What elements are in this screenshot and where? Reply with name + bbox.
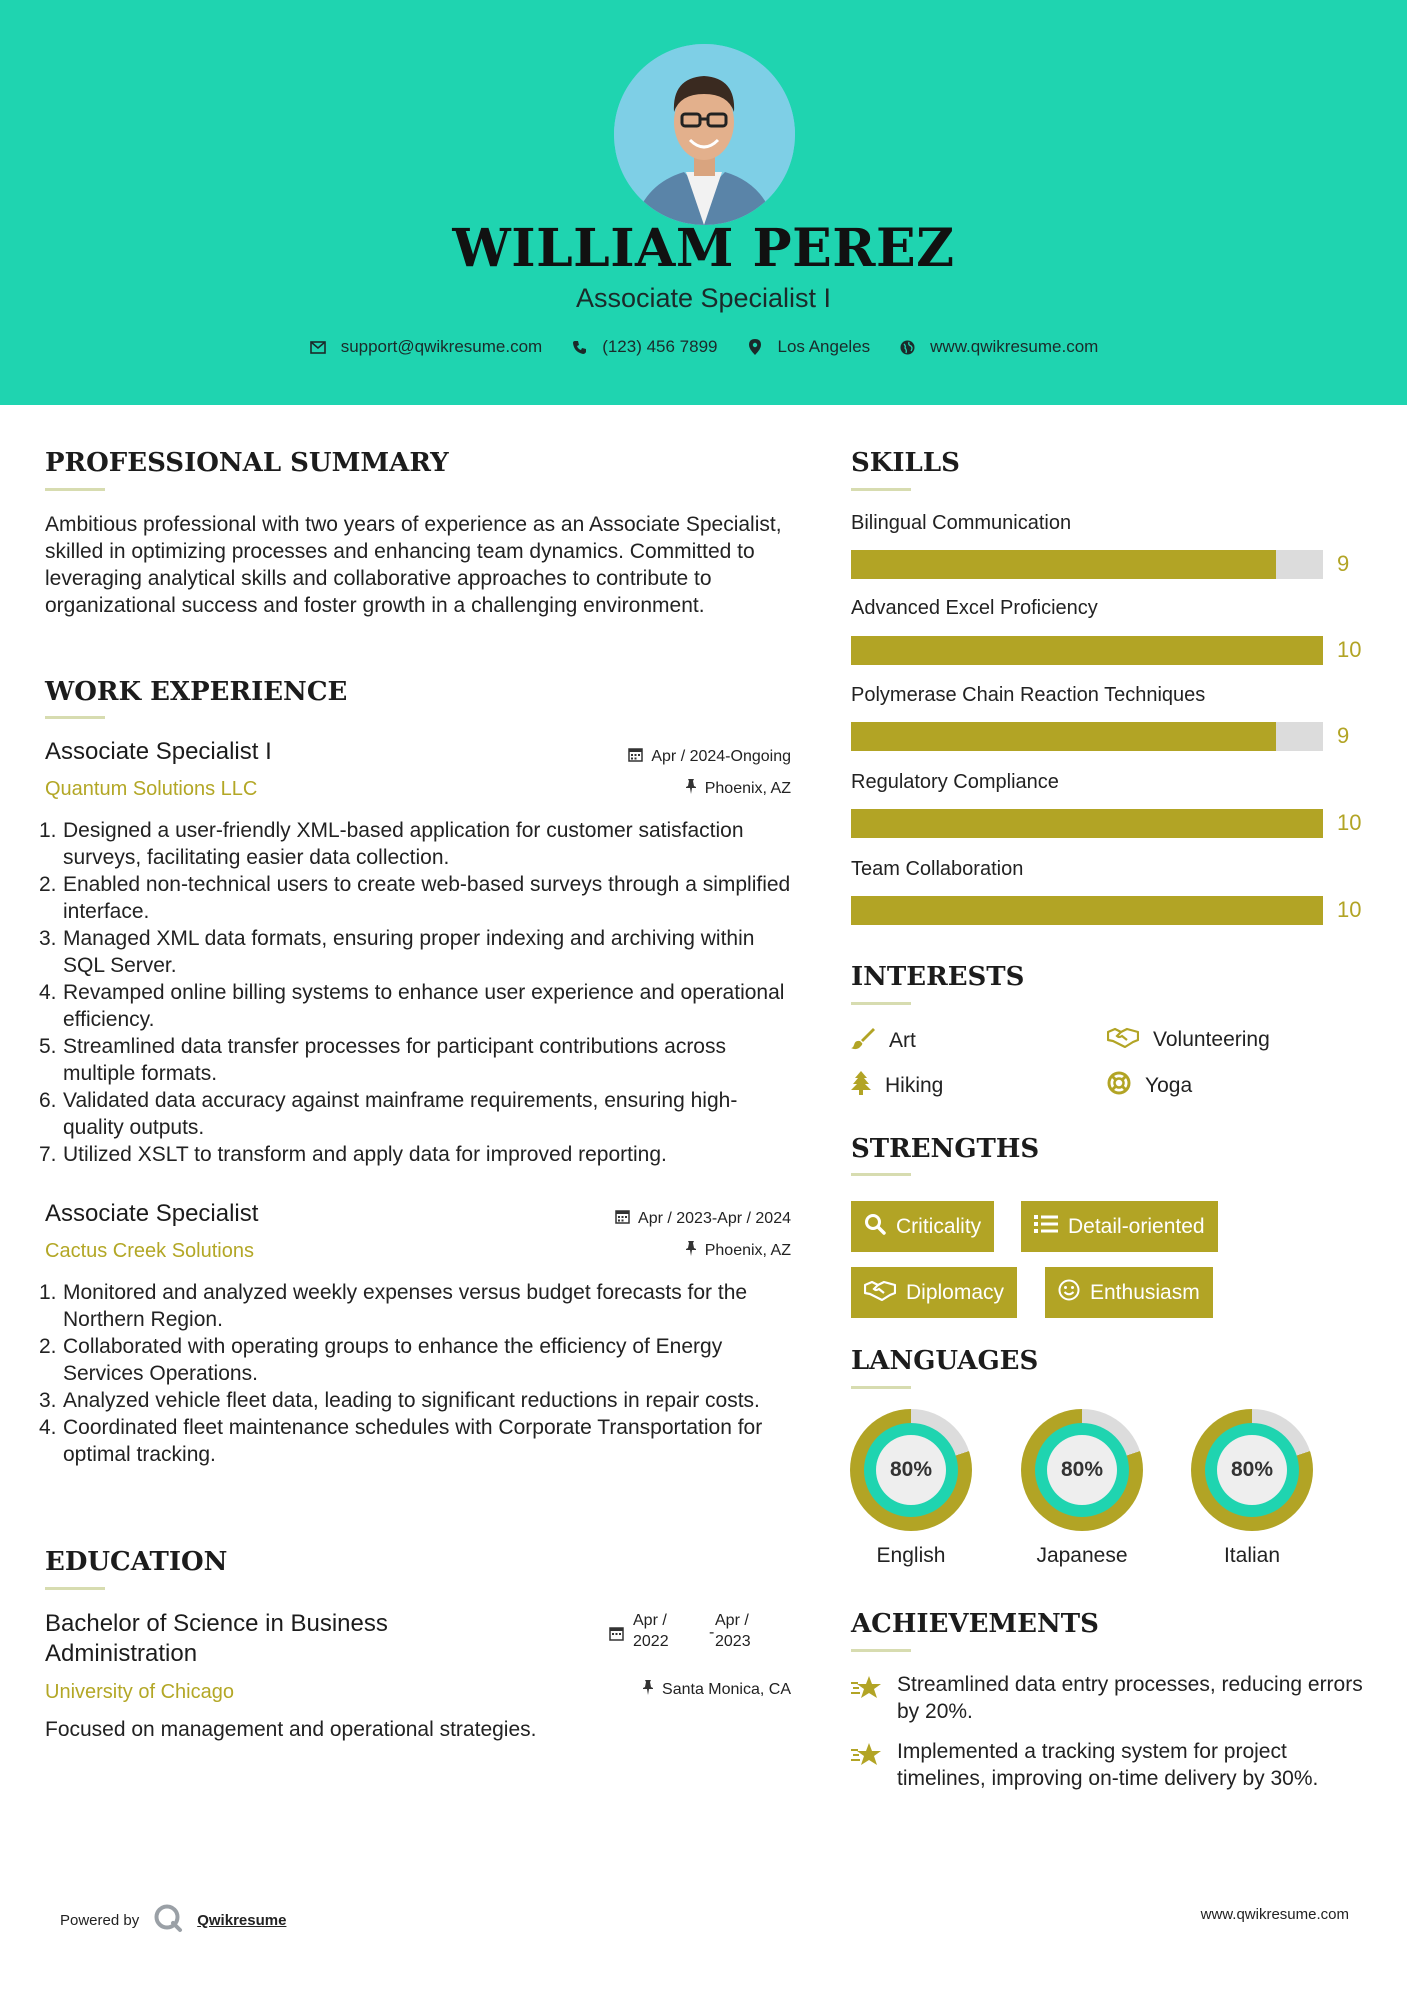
list-item: 3. Analyzed vehicle fleet data, leading to significant reductions in repair costs. <box>39 1389 760 1412</box>
job-dates-text: Apr / 2024-Ongoing <box>651 748 791 765</box>
skill-bar <box>851 809 1323 838</box>
achievements-rule <box>851 1649 911 1652</box>
list-item: 1. Monitored and analyzed weekly expenses versus budget forecasts for the Northern Region. <box>39 1281 748 1331</box>
languages-heading: LANGUAGES <box>851 1346 1039 1376</box>
degree-line-2: Administration <box>45 1640 198 1667</box>
education-heading: EDUCATION <box>45 1547 228 1577</box>
job-dates <box>628 747 791 767</box>
skill-bar <box>851 896 1323 925</box>
pushpin-icon <box>685 779 697 799</box>
pushpin-icon <box>642 1680 654 1700</box>
contact-website-text: www.qwikresume.com <box>930 337 1099 356</box>
skill-label: Team Collaboration <box>851 858 1024 880</box>
date-dash: - <box>709 1624 715 1641</box>
contact-location-text: Los Angeles <box>777 337 871 356</box>
brand-link[interactable]: Qwikresume <box>197 1911 287 1929</box>
strength-badge <box>1045 1267 1213 1318</box>
company-name: Cactus Creek Solutions <box>45 1240 254 1262</box>
language-percent: 80% <box>1217 1435 1287 1505</box>
school-name: University of Chicago <box>45 1681 234 1703</box>
language-percent: 80% <box>876 1435 946 1505</box>
skill-value: 10 <box>1337 897 1362 922</box>
language-name: Italian <box>1223 1544 1281 1567</box>
candidate-title: Associate Specialist I <box>575 283 832 313</box>
job-title: Associate Specialist I <box>45 738 272 765</box>
job-dates-text: Apr / 2023-Apr / 2024 <box>638 1210 791 1227</box>
skill-bar-fill <box>851 722 1276 751</box>
tree-icon <box>851 1071 871 1101</box>
education-location-text: Santa Monica, CA <box>662 1681 791 1698</box>
job-location <box>685 779 791 799</box>
summary-heading: PROFESSIONAL SUMMARY <box>45 448 449 478</box>
skill-bar <box>851 550 1323 579</box>
strength-label: Detail-oriented <box>1068 1214 1205 1238</box>
handshake-icon <box>1107 1026 1139 1054</box>
pushpin-icon <box>685 1241 697 1261</box>
contact-email-text: support@qwikresume.com <box>340 337 543 356</box>
contact-phone-text: (123) 456 7899 <box>602 337 718 356</box>
calendar-icon <box>609 1626 624 1646</box>
list-item: 2. Collaborated with operating groups to enhance the efficiency of Energy Services Operations. <box>39 1335 723 1385</box>
job-bullets <box>39 1279 795 1468</box>
skill-label: Regulatory Compliance <box>851 771 1059 793</box>
skill-bar-fill <box>851 550 1276 579</box>
handshake-icon <box>864 1279 896 1307</box>
experience-heading: WORK EXPERIENCE <box>45 677 348 707</box>
contact-bar <box>0 337 1407 357</box>
list-item: 1. Designed a user-friendly XML-based application for customer satisfaction surveys, facilitating easier data collection. <box>39 819 744 869</box>
envelope-icon <box>309 338 327 356</box>
language-gauge-ring <box>864 1423 958 1517</box>
interest-item <box>851 1071 943 1101</box>
interest-label: Hiking <box>885 1074 944 1097</box>
skill-bar-fill <box>851 636 1323 665</box>
list-item: 4. Revamped online billing systems to enhance user experience and operational efficiency. <box>39 981 785 1031</box>
contact-location <box>746 337 871 357</box>
experience-rule <box>45 716 105 719</box>
contact-email[interactable] <box>309 337 543 357</box>
resume-header <box>0 0 1407 405</box>
interests-rule <box>851 1002 911 1005</box>
phone-icon <box>570 338 588 356</box>
skill-label: Bilingual Communication <box>851 512 1072 534</box>
lifebuoy-icon <box>1107 1071 1131 1101</box>
globe-icon <box>898 338 916 356</box>
contact-phone[interactable] <box>570 337 717 357</box>
languages-rule <box>851 1386 911 1389</box>
profile-photo <box>614 44 795 225</box>
skill-bar <box>851 636 1323 665</box>
strength-label: Diplomacy <box>906 1280 1005 1304</box>
calendar-icon <box>615 1209 630 1229</box>
strengths-heading: STRENGTHS <box>851 1134 1040 1164</box>
interest-item <box>1107 1026 1270 1054</box>
interest-item <box>1107 1071 1192 1101</box>
strength-label: Criticality <box>896 1214 982 1238</box>
star-icon <box>851 1671 883 1725</box>
candidate-name: WILLIAM PEREZ <box>452 218 955 279</box>
language-gauge <box>1021 1409 1143 1531</box>
skill-value: 10 <box>1337 810 1362 835</box>
language-gauge <box>850 1409 972 1531</box>
list-item: 3. Managed XML data formats, ensuring proper indexing and archiving within SQL Server. <box>39 927 755 977</box>
footer-powered-by <box>60 1903 286 1937</box>
skill-label: Advanced Excel Proficiency <box>851 597 1098 619</box>
language-name: English <box>876 1544 946 1567</box>
language-gauge <box>1191 1409 1313 1531</box>
education-description: Focused on management and operational strategies. <box>45 1718 537 1741</box>
job-dates <box>615 1209 791 1229</box>
interest-item <box>851 1026 916 1056</box>
job-bullets <box>39 817 795 1168</box>
education-rule <box>45 1587 105 1590</box>
skill-bar <box>851 722 1323 751</box>
skill-value: 10 <box>1337 637 1362 662</box>
star-icon <box>851 1738 883 1792</box>
skill-bar-fill <box>851 809 1323 838</box>
strengths-rule <box>851 1173 911 1176</box>
summary-rule <box>45 488 105 491</box>
start-year: 2022 <box>633 1633 669 1650</box>
contact-website[interactable] <box>898 337 1098 357</box>
achievement-item <box>851 1738 1371 1792</box>
footer-url[interactable]: www.qwikresume.com <box>1200 1906 1349 1923</box>
achievement-item <box>851 1671 1371 1725</box>
skills-rule <box>851 488 911 491</box>
education-location <box>642 1680 791 1700</box>
job-title: Associate Specialist <box>45 1200 259 1227</box>
powered-by-label: Powered by <box>60 1911 140 1929</box>
skill-value: 9 <box>1337 551 1350 576</box>
job-location <box>685 1241 791 1261</box>
interest-label: Art <box>889 1029 916 1052</box>
skills-heading: SKILLS <box>851 448 960 478</box>
search-icon <box>864 1213 886 1241</box>
language-gauge-ring <box>1035 1423 1129 1517</box>
paintbrush-icon <box>851 1026 875 1056</box>
start-month: Apr / <box>633 1612 667 1629</box>
list-item: 5. Streamlined data transfer processes for participant contributions across multiple formats. <box>39 1035 726 1085</box>
achievement-text: Implemented a tracking system for project timelines, improving on-time delivery by 30%. <box>897 1740 1319 1790</box>
job-location-text: Phoenix, AZ <box>704 780 791 797</box>
company-name: Quantum Solutions LLC <box>45 778 258 800</box>
skill-bar-fill <box>851 896 1323 925</box>
skill-label: Polymerase Chain Reaction Techniques <box>851 684 1206 706</box>
qwikresume-logo-icon <box>153 1903 183 1937</box>
end-month: Apr / <box>715 1612 749 1629</box>
degree-line-1: Bachelor of Science in Business <box>45 1610 388 1637</box>
end-year: 2023 <box>715 1633 751 1650</box>
language-percent: 80% <box>1047 1435 1117 1505</box>
strength-label: Enthusiasm <box>1090 1280 1200 1304</box>
strength-badge <box>1021 1201 1218 1252</box>
job-location-text: Phoenix, AZ <box>704 1242 791 1259</box>
smile-icon <box>1058 1279 1080 1307</box>
interests-heading: INTERESTS <box>851 962 1025 992</box>
language-gauge-ring <box>1205 1423 1299 1517</box>
skill-value: 9 <box>1337 723 1350 748</box>
calendar-icon <box>628 747 643 767</box>
list-item: 4. Coordinated fleet maintenance schedules with Corporate Transportation for optimal tracking. <box>39 1416 763 1466</box>
interest-label: Yoga <box>1145 1074 1193 1097</box>
achievement-text: Streamlined data entry processes, reducing errors by 20%. <box>897 1673 1363 1723</box>
list-icon <box>1034 1214 1058 1240</box>
achievements-heading: ACHIEVEMENTS <box>851 1609 1099 1639</box>
strength-badge <box>851 1267 1017 1318</box>
language-name: Japanese <box>1036 1544 1128 1567</box>
list-item: 2. Enabled non-technical users to create web-based surveys through a simplified interface. <box>39 873 791 923</box>
map-pin-icon <box>746 338 764 356</box>
strength-badge <box>851 1201 994 1252</box>
list-item: 7. Utilized XSLT to transform and apply data for improved reporting. <box>39 1143 667 1166</box>
list-item: 6. Validated data accuracy against mainframe requirements, ensuring high-quality outputs. <box>39 1089 738 1139</box>
summary-text: Ambitious professional with two years of experience as an Associate Specialist, skilled in optimizing processes and enhancing team dynamics. Committed to leveraging analytical skills and collaborative approaches to contribute to organizational success and foster growth in a challenging environment. <box>45 513 782 617</box>
interest-label: Volunteering <box>1153 1028 1270 1051</box>
